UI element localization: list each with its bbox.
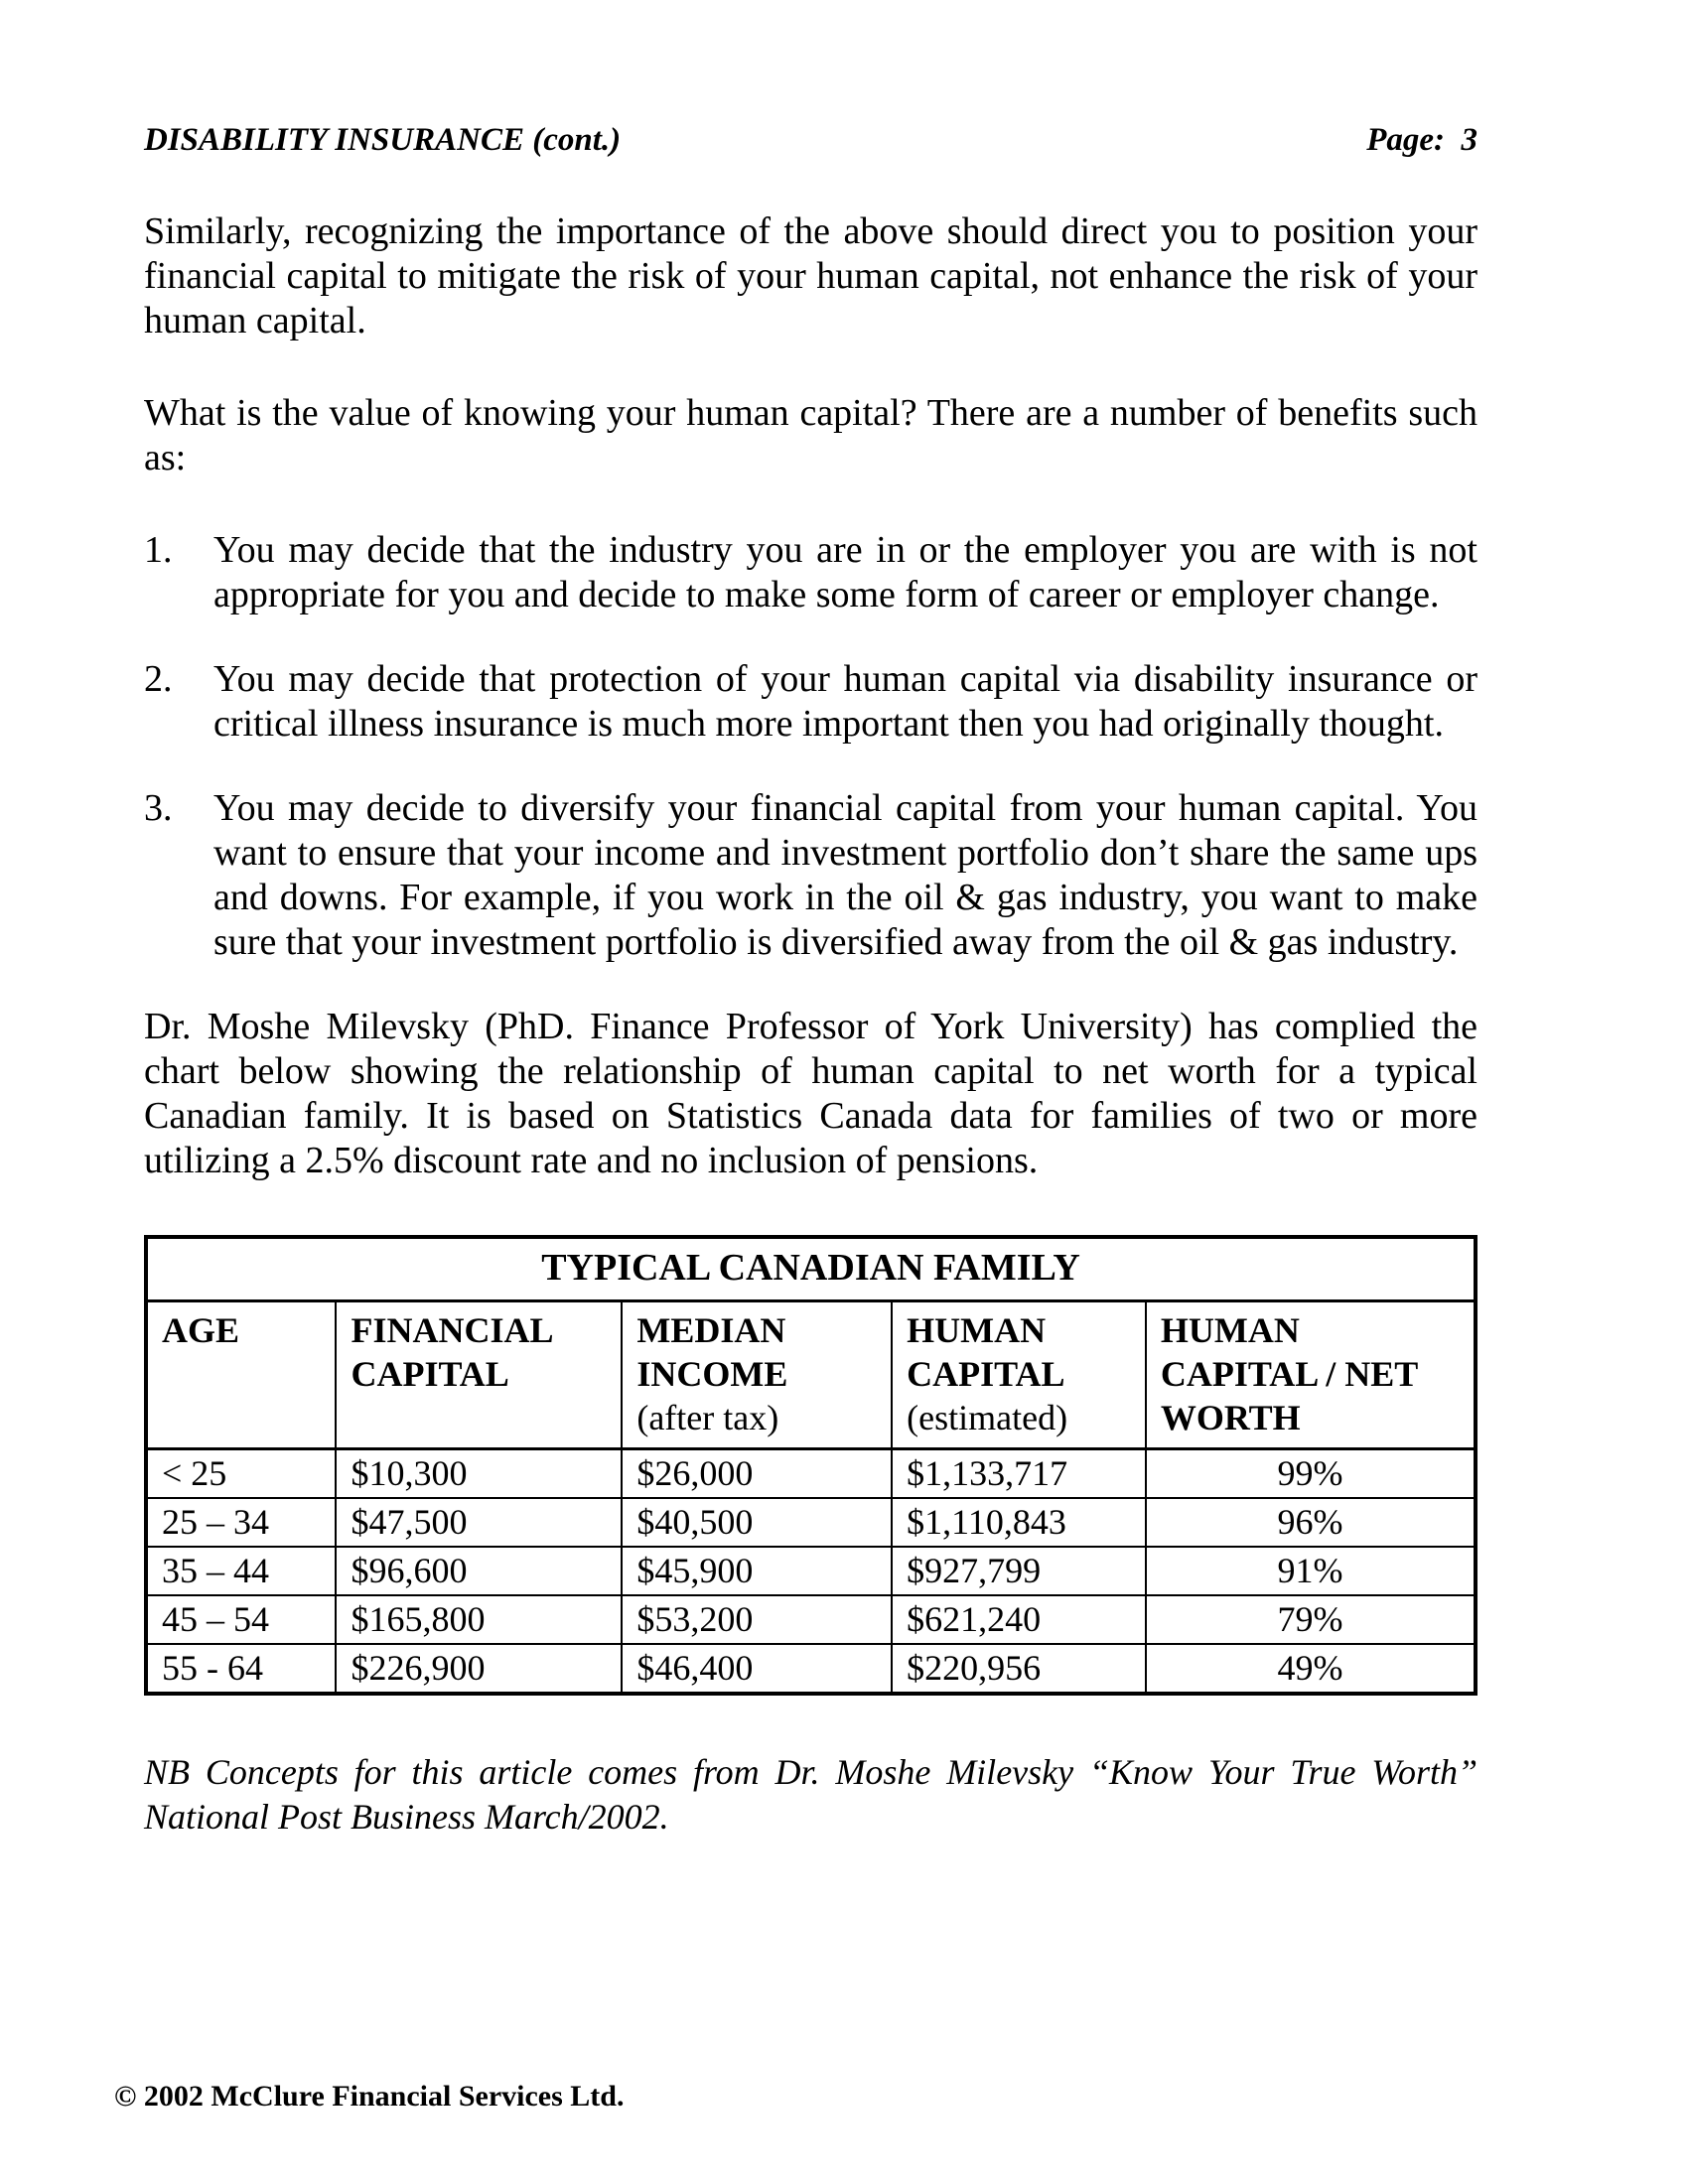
table-row-55-64 <box>146 1644 1476 1694</box>
cell-hc-net-worth: 99% <box>1146 1449 1476 1499</box>
copyright-line: © 2002 McClure Financial Services Ltd. <box>114 2080 625 2113</box>
cell-age: 45 – 54 <box>146 1595 336 1644</box>
table-row-under-25 <box>146 1449 1476 1499</box>
table-row-45-54 <box>146 1595 1476 1644</box>
cell-human-capital: $927,799 <box>892 1547 1146 1595</box>
list-item-1 <box>144 528 1477 617</box>
column-label: HUMAN CAPITAL / NET WORTH <box>1160 1310 1418 1437</box>
paragraph-value-question: What is the value of knowing your human capital? There are a number of benefits such as: <box>144 392 1477 478</box>
cell-median-income: $45,900 <box>622 1547 892 1595</box>
cell-human-capital: $220,956 <box>892 1644 1146 1694</box>
list-number: 3. <box>144 787 173 829</box>
list-number: 1. <box>144 529 173 571</box>
list-text: You may decide that the industry you are in or the employer you are with is not appropriate for you and decide to make some form of career or employer change. <box>213 529 1477 615</box>
list-item-3 <box>144 786 1477 965</box>
page-number: Page: 3 <box>1366 122 1477 158</box>
cell-financial-capital: $47,500 <box>336 1498 622 1547</box>
column-label: MEDIAN INCOME <box>636 1310 788 1394</box>
table-row-25-34 <box>146 1498 1476 1547</box>
cell-human-capital: $621,240 <box>892 1595 1146 1644</box>
column-header-financial-capital <box>336 1301 622 1449</box>
list-item-2 <box>144 657 1477 747</box>
cell-age: 55 - 64 <box>146 1644 336 1694</box>
column-label: HUMAN CAPITAL <box>907 1310 1065 1394</box>
cell-age: 35 – 44 <box>146 1547 336 1595</box>
cell-hc-net-worth: 49% <box>1146 1644 1476 1694</box>
source-footnote: NB Concepts for this article comes from Dr. Moshe Milevsky “Know Your True Worth” National Post Business March/2002. <box>144 1752 1477 1837</box>
column-header-age <box>146 1301 336 1449</box>
table-row-35-44 <box>146 1547 1476 1595</box>
cell-financial-capital: $226,900 <box>336 1644 622 1694</box>
cell-hc-net-worth: 91% <box>1146 1547 1476 1595</box>
cell-median-income: $46,400 <box>622 1644 892 1694</box>
document-body <box>144 209 1477 1840</box>
cell-median-income: $53,200 <box>622 1595 892 1644</box>
column-header-human-capital <box>892 1301 1146 1449</box>
column-sublabel: (estimated) <box>907 1398 1068 1437</box>
column-header-hc-net-worth <box>1146 1301 1476 1449</box>
cell-human-capital: $1,110,843 <box>892 1498 1146 1547</box>
list-number: 2. <box>144 658 173 700</box>
cell-financial-capital: $165,800 <box>336 1595 622 1644</box>
cell-age: 25 – 34 <box>146 1498 336 1547</box>
cell-hc-net-worth: 79% <box>1146 1595 1476 1644</box>
column-label: AGE <box>162 1310 240 1350</box>
cell-financial-capital: $10,300 <box>336 1449 622 1499</box>
list-text: You may decide to diversify your financial capital from your human capital. You want to ensure that your income and investment portfolio don’t share the same ups and downs. For example, if you work in the oil & gas industry, you want to make sure that your investment portfolio is diversified away from the oil & gas industry. <box>213 787 1477 963</box>
cell-financial-capital: $96,600 <box>336 1547 622 1595</box>
table-title: TYPICAL CANADIAN FAMILY <box>146 1237 1476 1301</box>
cell-hc-net-worth: 96% <box>1146 1498 1476 1547</box>
column-sublabel: (after tax) <box>636 1398 779 1437</box>
column-label: FINANCIAL CAPITAL <box>351 1310 552 1394</box>
page-header <box>144 122 1477 159</box>
cell-age: < 25 <box>146 1449 336 1499</box>
document-title: DISABILITY INSURANCE (cont.) <box>144 122 622 158</box>
paragraph-milevsky-intro: Dr. Moshe Milevsky (PhD. Finance Professor of York University) has complied the chart below showing the relationship of human capital to net worth for a typical Canadian family. It is based on Statistics Canada data for families of two or more utilizing a 2.5% discount rate and no inclusion of pensions. <box>144 1006 1477 1181</box>
cell-median-income: $40,500 <box>622 1498 892 1547</box>
paragraph-position-capital: Similarly, recognizing the importance of the above should direct you to position your financial capital to mitigate the risk of your human capital, not enhance the risk of your human capital. <box>144 210 1477 341</box>
table-header-row <box>146 1301 1476 1449</box>
table-title-row <box>146 1237 1476 1301</box>
typical-canadian-family-table <box>144 1235 1477 1696</box>
list-text: You may decide that protection of your human capital via disability insurance or critical illness insurance is much more important then you had originally thought. <box>213 658 1477 745</box>
column-header-median-income <box>622 1301 892 1449</box>
cell-median-income: $26,000 <box>622 1449 892 1499</box>
cell-human-capital: $1,133,717 <box>892 1449 1146 1499</box>
